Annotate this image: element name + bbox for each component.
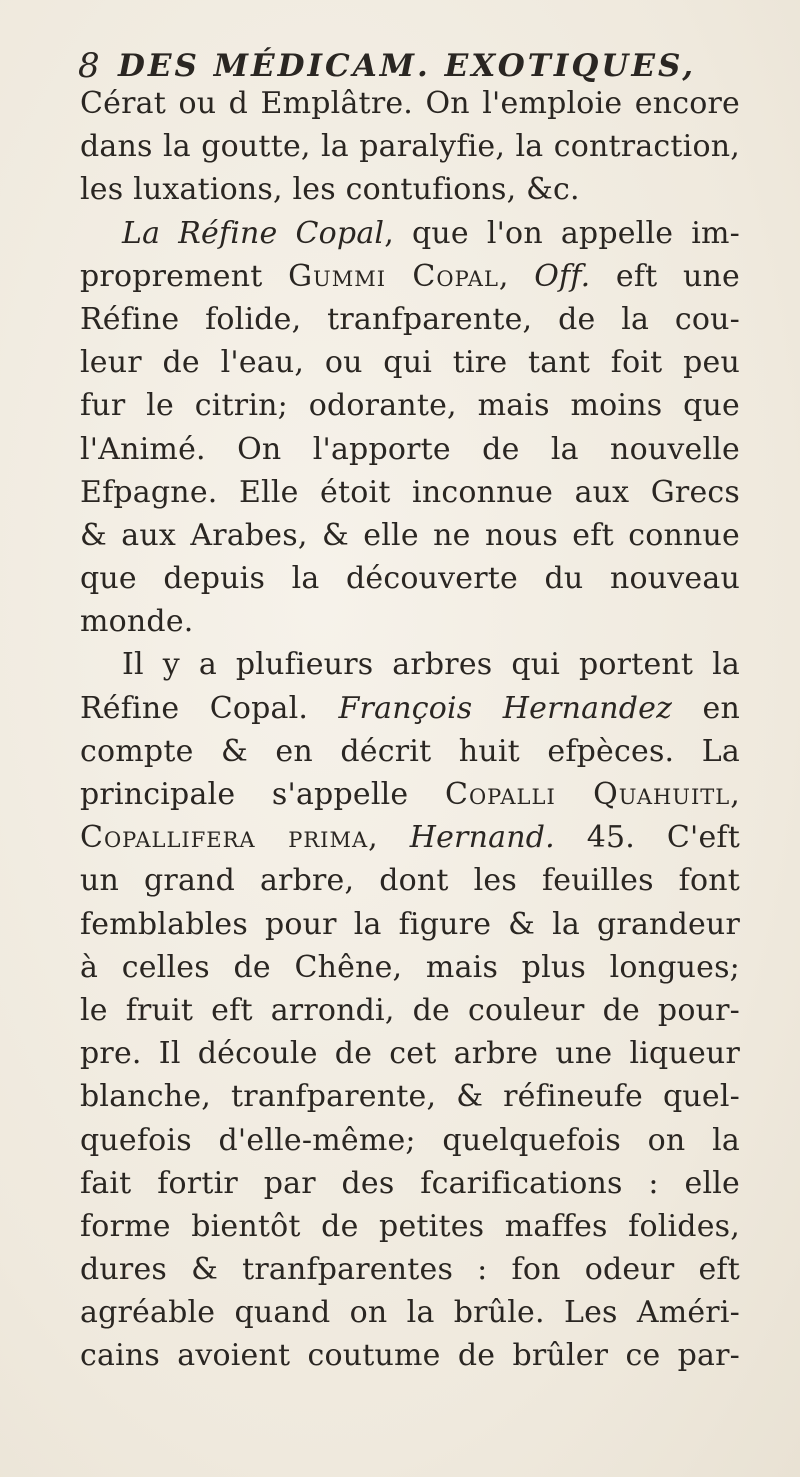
text-segment: forme bientôt de petites maffes folides,: [80, 1208, 740, 1244]
text-segment: agréable quand on la brûle. Les Améri-: [80, 1295, 740, 1331]
italic-text: Hernand.: [409, 820, 555, 856]
text-line: [80, 1119, 740, 1162]
text-segment: Efpagne. Elle étoit inconnue aux Grecs: [80, 474, 740, 510]
text-line: [80, 341, 740, 384]
italic-text: François Hernandez: [338, 690, 673, 726]
text-segment: pre. Il découle de cet arbre une liqueur: [80, 1036, 740, 1072]
text-line: [80, 730, 740, 773]
italic-text: La Réfine Copal: [122, 215, 385, 251]
text-line: [80, 903, 740, 946]
text-line: [80, 1162, 740, 1205]
text-line: [80, 1248, 740, 1291]
text-segment: dures & tranfparentes : fon odeur eft: [80, 1252, 740, 1288]
text-segment: , que l'on appelle im-: [384, 215, 740, 251]
text-line: [80, 212, 740, 255]
text-segment: l'Animé. On l'apporte de la nouvelle: [80, 431, 740, 467]
text-line: [80, 125, 740, 168]
text-segment: monde.: [80, 604, 194, 640]
body-text: [80, 82, 740, 1378]
page-number: 8: [78, 46, 100, 86]
text-line: [80, 989, 740, 1032]
text-line: [80, 643, 740, 686]
text-segment: dans la goutte, la paralyfie, la contraction,: [80, 129, 740, 165]
text-line: [80, 1334, 740, 1377]
text-segment: principale s'appelle: [80, 777, 446, 812]
text-segment: à celles de Chêne, mais plus longues;: [80, 949, 740, 985]
small-caps-text: Gummi Copal: [288, 258, 499, 294]
text-line: [80, 600, 740, 643]
text-segment: Cérat ou d Emplâtre. On l'emploie encore: [80, 86, 740, 121]
text-line: [80, 1075, 740, 1118]
text-line: [80, 384, 740, 427]
text-segment: le fruit eft arrondi, de couleur de pour-: [80, 992, 740, 1028]
text-line: [80, 859, 740, 902]
text-segment: cains avoient coutume de brûler ce par-: [80, 1338, 740, 1374]
text-line: [80, 687, 740, 730]
text-segment: que depuis la découverte du nouveau: [80, 561, 740, 597]
text-line: [80, 1032, 740, 1075]
text-segment: leur de l'eau, ou qui tire tant foit peu: [80, 345, 740, 381]
text-line: [80, 82, 740, 125]
text-segment: eft une: [590, 258, 741, 294]
text-line: [80, 471, 740, 514]
text-line: [80, 557, 740, 600]
text-segment: les luxations, les contufions, &c.: [80, 172, 580, 208]
text-segment: un grand arbre, dont les feuilles font: [80, 863, 740, 899]
text-segment: ,: [730, 777, 740, 812]
text-segment: Réfine Copal.: [80, 690, 339, 726]
text-line: [80, 168, 740, 211]
text-line: [80, 1205, 740, 1248]
text-line: [80, 816, 740, 859]
text-segment: & aux Arabes, & elle ne nous eft connue: [80, 517, 740, 553]
text-segment: en: [672, 690, 740, 726]
text-segment: proprement: [80, 258, 289, 294]
text-segment: ,: [498, 258, 535, 294]
text-segment: Réfine folide, tranfparente, de la cou-: [80, 301, 740, 337]
text-segment: femblables pour la figure & la grandeur: [80, 906, 740, 942]
running-title: DES MÉDICAM. EXOTIQUES,: [118, 48, 697, 84]
text-line: [80, 428, 740, 471]
text-line: [80, 298, 740, 341]
text-segment: quefois d'elle-même; quelquefois on la: [80, 1122, 740, 1158]
text-line: [80, 773, 740, 816]
text-line: [80, 255, 740, 298]
text-segment: compte & en décrit huit efpèces. La: [80, 733, 740, 769]
text-segment: fur le citrin; odorante, mais moins que: [80, 388, 740, 424]
italic-text: Off.: [534, 258, 591, 294]
small-caps-text: Copallifera prima: [80, 820, 369, 856]
text-segment: fait fortir par des fcarifications : elle: [80, 1165, 740, 1201]
text-segment: ,: [368, 820, 410, 856]
text-line: [80, 946, 740, 989]
text-segment: 45. C'eft: [554, 820, 740, 856]
text-segment: blanche, tranfparente, & réfineufe quel-: [80, 1079, 740, 1115]
text-line: [80, 1291, 740, 1334]
text-line: [80, 514, 740, 557]
text-segment: Il y a plufieurs arbres qui portent la: [122, 647, 740, 683]
small-caps-text: Copalli Quahuitl: [445, 777, 731, 812]
